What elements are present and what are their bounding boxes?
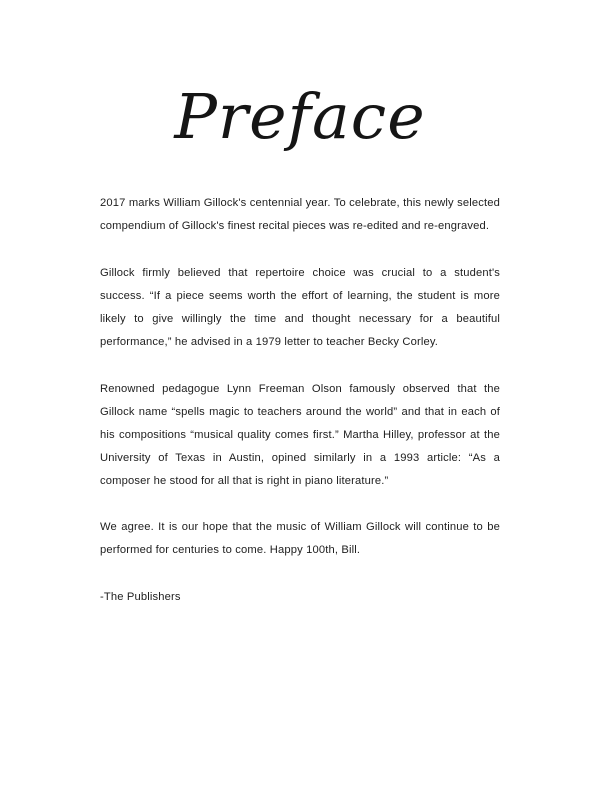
paragraph-4: We agree. It is our hope that the music of William Gillock will continue to be performed for centuries to come. Happy 100th, Bill. (100, 521, 500, 557)
signature-line: -The Publishers (100, 591, 181, 604)
page-title: Preface (174, 80, 426, 153)
paragraph-2: Gillock firmly believed that repertoire choice was crucial to a student's success. “If a piece seems worth the effort of learning, the student is more likely to give willingly the time and thought necessary for a beautiful performance,” he advised in a 1979 letter to teacher Becky Corley. (100, 266, 500, 348)
document-body (0, 192, 600, 609)
paragraph-1: 2017 marks William Gillock's centennial year. To celebrate, this newly selected compendium of Gillock's finest recital pieces was re-edited and re-engraved. (100, 197, 500, 232)
paragraph-3: Renowned pedagogue Lynn Freeman Olson famously observed that the Gillock name “spells magic to teachers around the world” and that in each of his compositions “musical quality comes first.” Martha Hilley, professor at the University of Texas in Austin, opined similarly in a 1993 article: “As a composer he stood for all that is right in piano literature.” (100, 382, 500, 487)
